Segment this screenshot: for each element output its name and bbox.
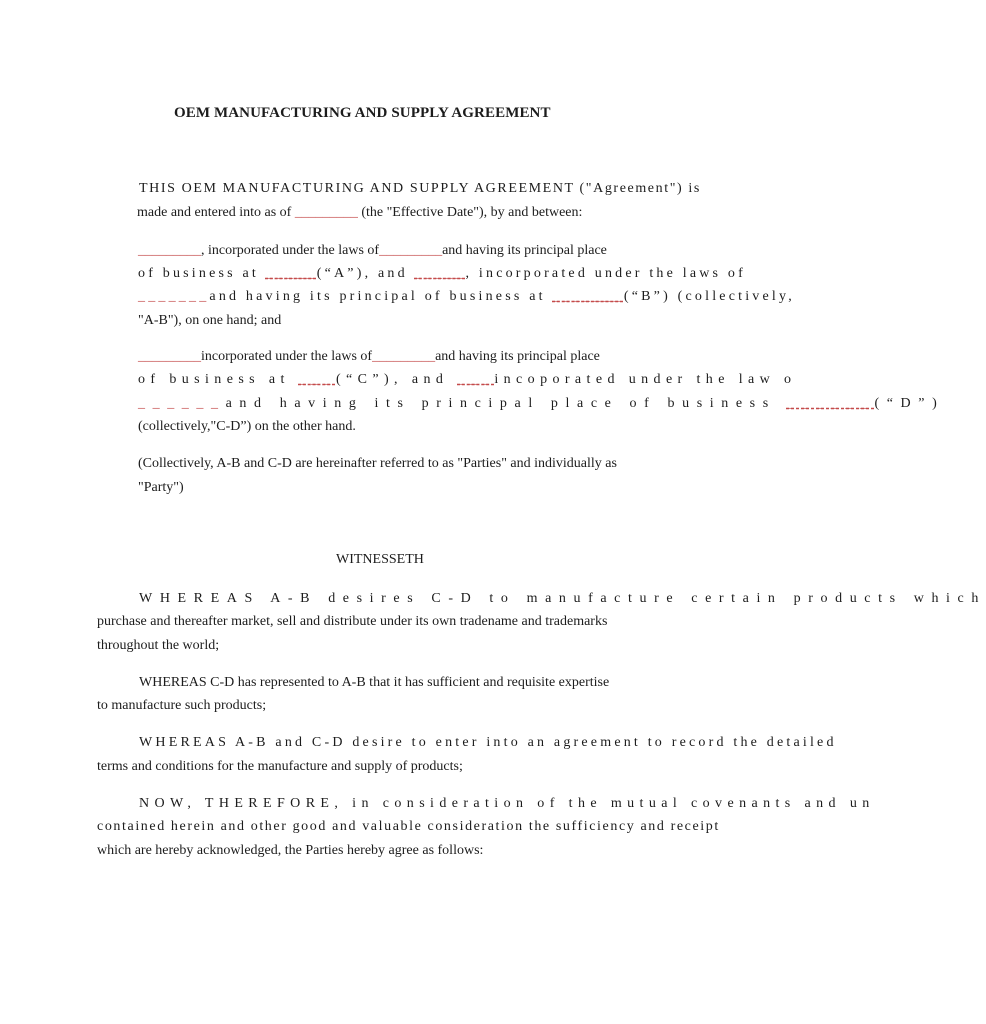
party-cd-name-blank: _________ — [138, 349, 201, 364]
whereas-3-line-2: terms and conditions for the manufacture and supply of products; — [97, 759, 463, 774]
party-cd-laws-blank: _________ — [372, 349, 436, 364]
whereas-1-line-3: throughout the world; — [97, 638, 220, 653]
party-ab-text-b: and having its principal place — [442, 243, 607, 258]
now-therefore-line-1: NOW, THEREFORE, in consideration of the mutual covenants and un — [139, 796, 875, 811]
now-therefore-line-2: contained herein and other good and valuable consideration the sufficiency and receipt — [97, 819, 720, 834]
party-cd-line-1 — [138, 348, 600, 366]
party-ab-a-and: (“A”), and — [316, 266, 408, 281]
whereas-3-line-1 — [139, 734, 837, 752]
intro-text-b: (the "Effective Date"), by and between: — [361, 205, 583, 220]
party-ab-principal-text: and having its principal of business at — [209, 289, 546, 304]
document-title: OEM MANUFACTURING AND SUPPLY AGREEMENT — [174, 105, 551, 121]
party-cd-principal-text: and having its principal place of business — [225, 396, 776, 411]
party-ab-laws-text: , incorporated under the laws of — [465, 266, 746, 281]
whereas-1-text-a: WHEREAS A-B desires — [139, 591, 421, 606]
party-cd-address-blank-2: ______ — [786, 396, 875, 411]
party-ab-line-3 — [138, 288, 795, 306]
party-cd-line-2 — [138, 371, 796, 389]
intro-text-a: made and entered into as of — [137, 205, 292, 220]
party-ab-address-blank-1: _____ — [265, 266, 317, 281]
whereas-1-line-1 — [139, 590, 986, 608]
whereas-3-text-a: WHEREAS A-B and — [139, 735, 306, 750]
party-ab-business-at: of business at — [138, 266, 260, 281]
party-ab-text-a: , incorporated under the laws of — [201, 243, 380, 258]
effective-date-blank: _________ — [294, 205, 358, 220]
intro-line-1: THIS OEM MANUFACTURING AND SUPPLY AGREEMENT ("Agreement") is — [139, 181, 701, 196]
party-ab-line-2 — [138, 265, 746, 283]
party-ab-address-blank-2: _______ — [552, 289, 624, 304]
party-cd-line-3 — [138, 395, 944, 413]
whereas-2-line-1: WHEREAS C-D has represented to A-B that it has sufficient and requisite expertise — [139, 675, 610, 690]
intro-line-2 — [137, 204, 582, 222]
party-cd-line-4: (collectively,"C-D”) on the other hand. — [138, 419, 356, 434]
whereas-3-text-b: C-D desire to enter into an agreement to record the detailed — [311, 735, 837, 750]
party-cd-c-and: (“C”), and — [335, 372, 449, 387]
now-therefore-line-3: which are hereby acknowledged, the Parties hereby agree as follows: — [97, 843, 484, 858]
party-ab-line-1 — [138, 242, 607, 260]
party-ab-collectively: (collectively, — [677, 289, 795, 304]
whereas-2-line-2: to manufacture such products; — [97, 698, 267, 713]
party-cd-laws-text: incoporated under the law o — [494, 372, 797, 387]
collectively-line-1: (Collectively, A-B and C-D are hereinafter referred to as "Parties" and individually as — [138, 456, 617, 471]
collectively-line-2: "Party") — [138, 480, 184, 495]
party-cd-text-b: and having its principal place — [435, 349, 600, 364]
whereas-1-line-2: purchase and thereafter market, sell and distribute under its own tradename and trademarks — [97, 614, 608, 629]
witnesseth-heading: WITNESSETH — [336, 552, 424, 567]
party-ab-name-blank-2: _____ — [414, 266, 466, 281]
party-cd-laws-blank-2: ______ — [138, 396, 226, 411]
party-ab-name-blank: _________ — [138, 243, 201, 258]
party-cd-address-blank-1: ___ — [298, 372, 336, 387]
party-cd-text-a: incorporated under the laws of — [201, 349, 373, 364]
party-ab-laws-blank: _________ — [379, 243, 443, 258]
whereas-1-text-b: C-D to manufacture certain products which — [431, 591, 986, 606]
party-cd-name-blank-2: ___ — [457, 372, 495, 387]
party-ab-laws-blank-2: _______ — [138, 289, 210, 304]
party-ab-line-4: "A-B"), on one hand; and — [138, 313, 282, 328]
party-cd-business-at: of business at — [138, 372, 290, 387]
party-ab-b-label: (“B”) — [623, 289, 671, 304]
party-cd-d-label: (“D”) — [874, 396, 945, 411]
